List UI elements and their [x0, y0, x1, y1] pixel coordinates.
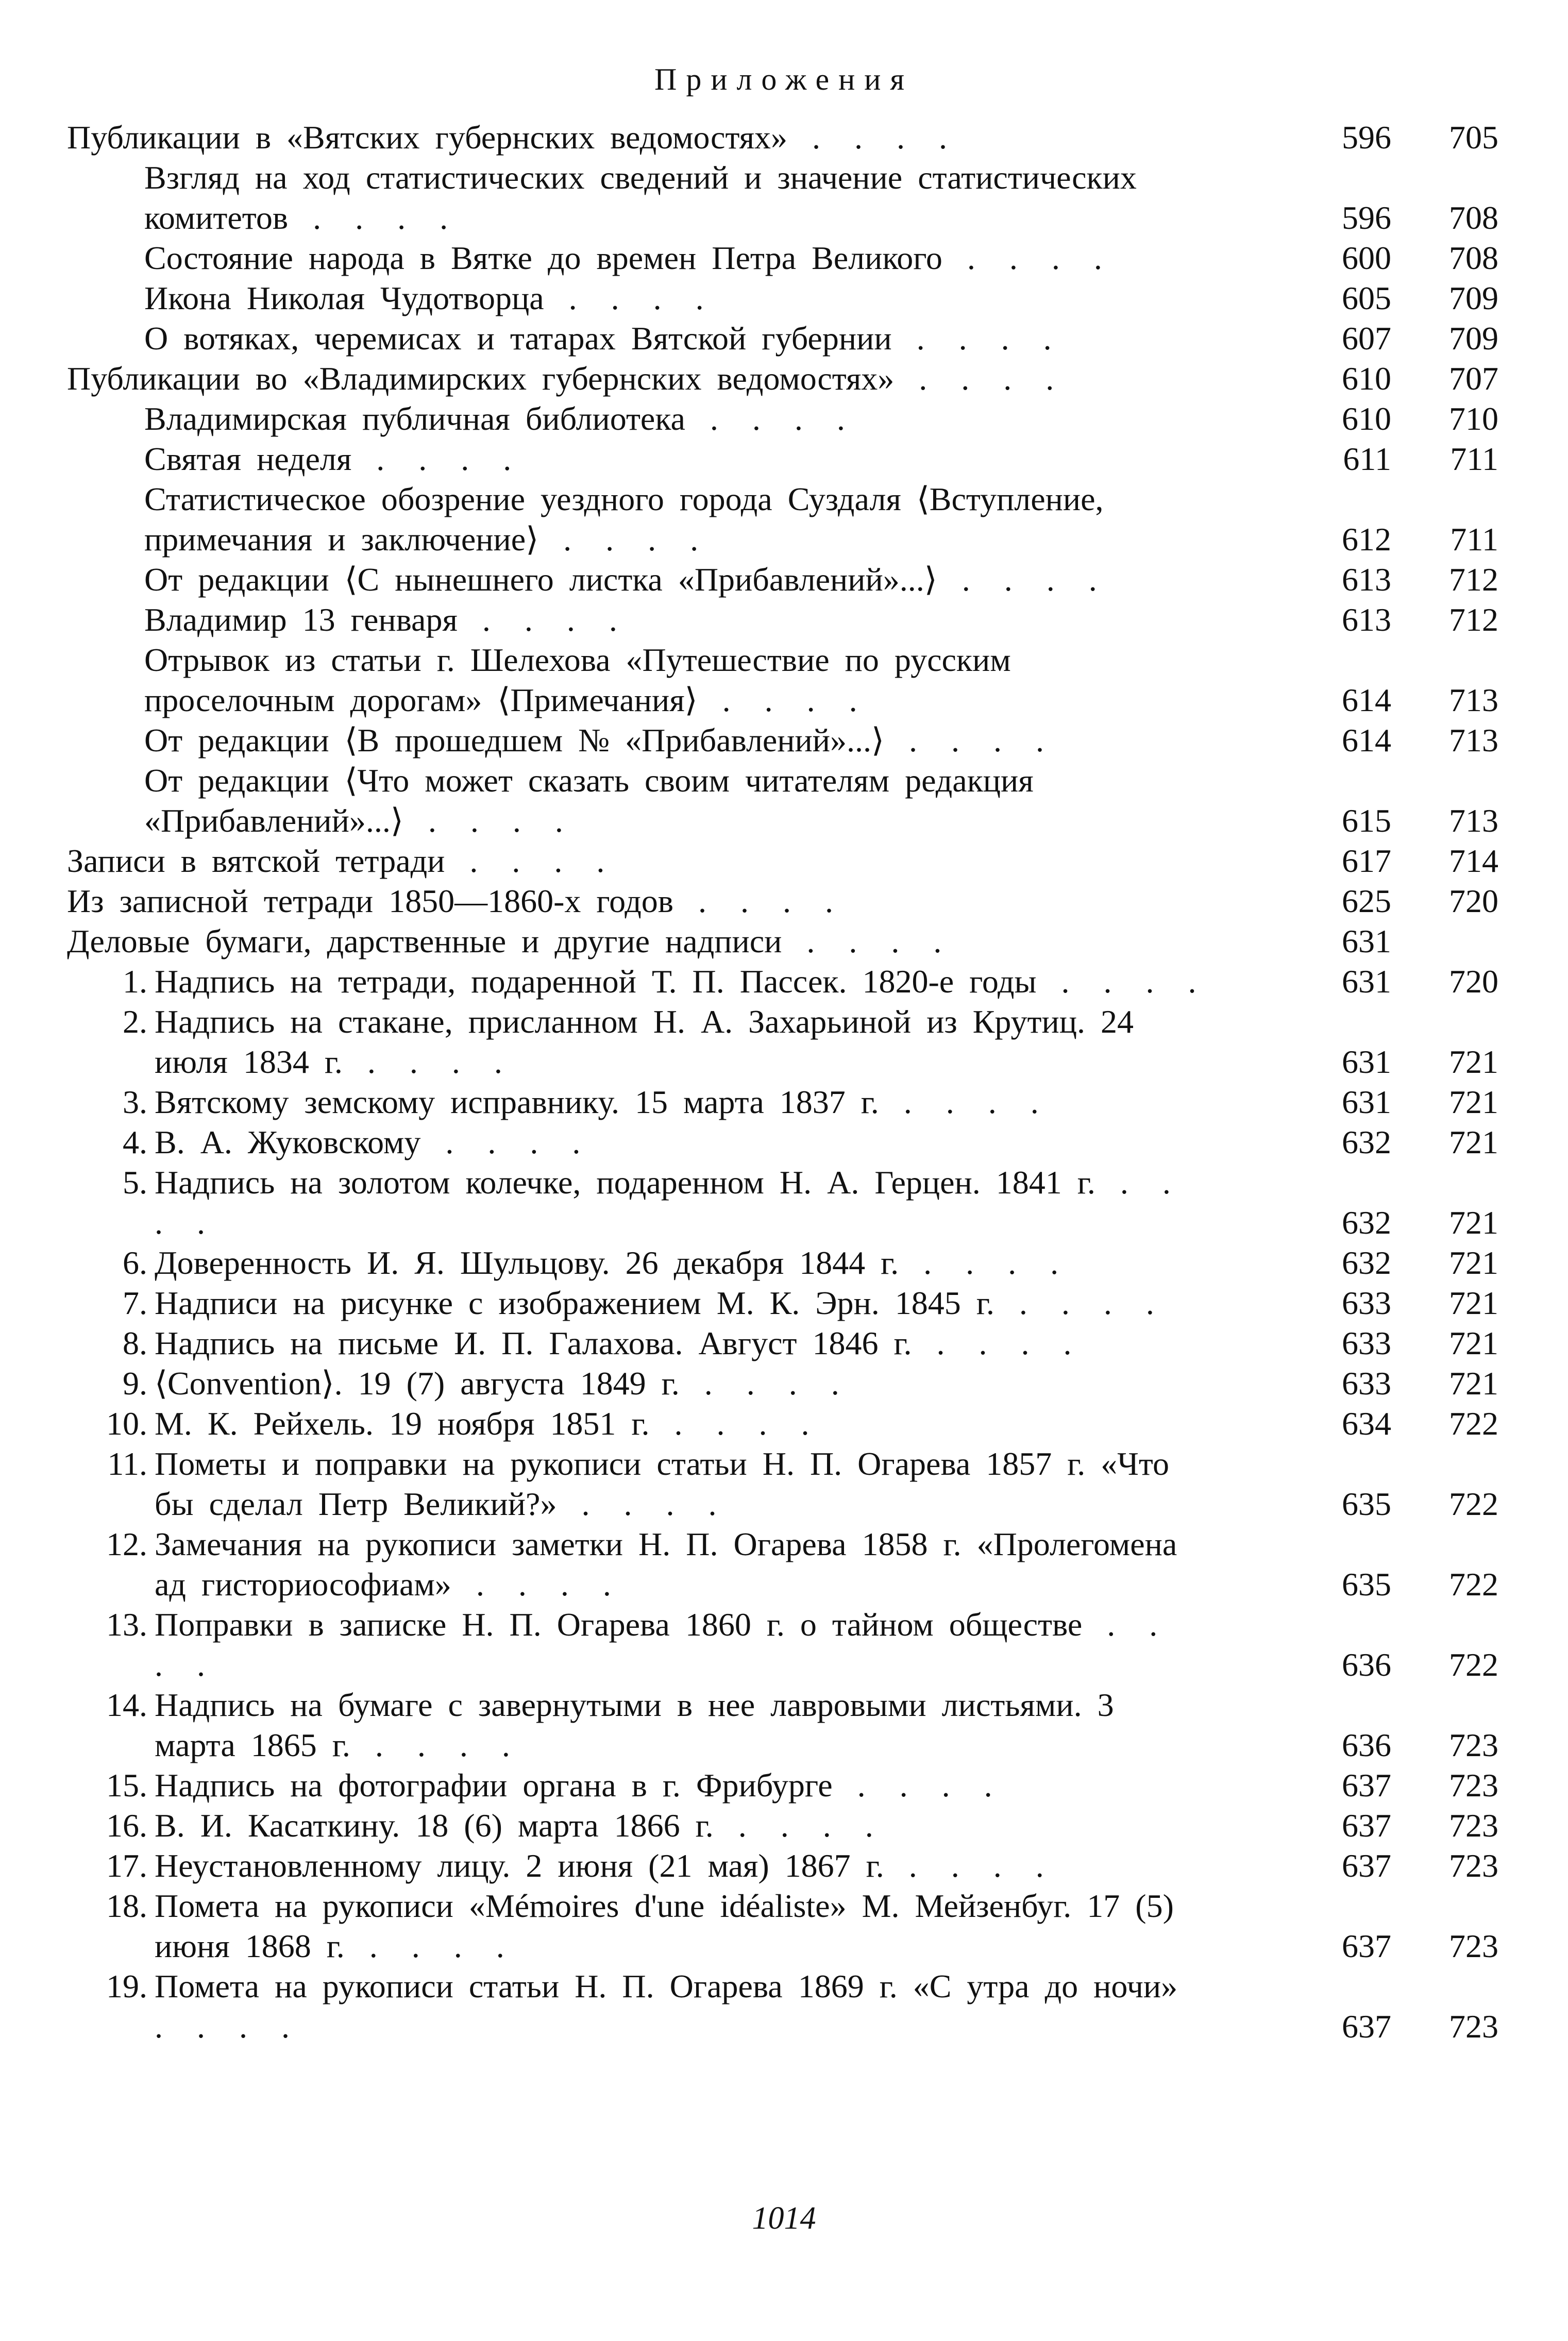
toc-entry-number: 13.	[106, 1606, 147, 1643]
toc-entry	[144, 158, 1568, 238]
toc-entry-title	[123, 1082, 1208, 1122]
toc-entry-text: Взгляд на ход статистических сведений и значение статистических комитетов	[144, 159, 1137, 236]
toc-entry-text: От редакции ⟨В прошедшем № «Прибавлений»...⟩	[144, 722, 884, 759]
toc-page-notes: 722	[1449, 1566, 1498, 1603]
toc-page-text: 633	[1342, 1285, 1391, 1321]
toc-entry	[144, 439, 1568, 479]
toc-entry-text: Поправки в записке Н. П. Огарева 1860 г. о тайном обществе	[155, 1606, 1083, 1643]
toc-page-notes: 713	[1449, 722, 1498, 759]
toc-entry-title	[144, 479, 1208, 560]
toc-page-notes: 708	[1449, 240, 1498, 276]
leader-dots: . . . .	[350, 1727, 519, 1763]
toc-page-notes: 709	[1449, 280, 1498, 316]
toc-page-notes: 723	[1449, 1767, 1498, 1804]
toc-entry-text: Помета на рукописи статьи Н. П. Огарева 1869 г. «С утра до ночи»	[155, 1968, 1178, 2005]
toc-entry-title	[123, 1363, 1208, 1404]
leader-dots: . . . .	[155, 1606, 1167, 1683]
toc-entry-title	[106, 1685, 1208, 1765]
section-heading: Приложения	[654, 62, 914, 96]
toc-entry-text: Надпись на стакане, присланном Н. А. Захарьиной из Крутиц. 24 июля 1834 г.	[155, 1003, 1134, 1080]
toc-entry-text: Владимирская публичная библиотека	[144, 400, 685, 437]
toc-entry	[123, 1122, 1568, 1163]
toc-page-notes: 714	[1449, 843, 1498, 879]
leader-dots: . . . .	[288, 199, 458, 236]
toc-entry	[106, 1685, 1568, 1765]
toc-page-text: 631	[1342, 1084, 1391, 1120]
leader-dots: . . . .	[894, 360, 1064, 397]
toc-entry-title	[106, 1806, 1208, 1846]
toc-entry-title	[144, 600, 1208, 640]
leader-dots: . . . .	[155, 1164, 1180, 1241]
toc-entry-text: В. А. Жуковскому	[155, 1124, 421, 1160]
toc-entry	[123, 1283, 1568, 1323]
toc-page-notes: 721	[1449, 1124, 1498, 1160]
toc-entry	[106, 1846, 1568, 1886]
toc-page-text: 632	[1342, 1204, 1391, 1241]
toc-entry	[106, 1524, 1568, 1605]
toc-entry	[67, 881, 1568, 921]
leader-dots: . . . .	[884, 1847, 1053, 1884]
toc-page-text: 637	[1342, 1807, 1391, 1844]
leader-dots: . . . .	[445, 843, 614, 879]
leader-dots: . . . .	[685, 400, 854, 437]
toc-entry	[144, 640, 1568, 720]
toc-entry-text: Икона Николая Чудотворца	[144, 280, 544, 316]
leader-dots: . . . .	[884, 722, 1053, 759]
toc-entry-title	[106, 1886, 1208, 1966]
toc-entry	[106, 1404, 1568, 1444]
toc-entry-text: Владимир 13 генваря	[144, 601, 458, 638]
toc-entry	[144, 278, 1568, 318]
toc-entry-number: 4.	[123, 1124, 147, 1160]
toc-page-text: 600	[1342, 240, 1391, 276]
page-number: 1014	[752, 2201, 816, 2236]
toc-page-text: 613	[1342, 561, 1391, 598]
toc-page-text: 631	[1342, 963, 1391, 1000]
toc-entry	[123, 1002, 1568, 1082]
toc-entry-text: Надпись на золотом колечке, подаренном Н. А. Герцен. 1841 г.	[155, 1164, 1095, 1201]
toc-entry-title	[67, 359, 1208, 399]
toc-entry-text: Неустановленному лицу. 2 июня (21 мая) 1867 г.	[155, 1847, 884, 1884]
toc-page-notes: 711	[1450, 441, 1498, 477]
leader-dots: . . . .	[344, 1928, 514, 1964]
toc-entry	[144, 318, 1568, 359]
toc-page-notes: 721	[1449, 1325, 1498, 1361]
toc-page-notes: 710	[1449, 400, 1498, 437]
leader-dots: . . . .	[942, 240, 1111, 276]
toc-entry	[144, 238, 1568, 278]
toc-entry-text: Надпись на фотографии органа в г. Фрибурге	[155, 1767, 833, 1804]
toc-page-notes: 711	[1450, 521, 1498, 558]
toc-page-notes: 709	[1449, 320, 1498, 357]
leader-dots: . . . .	[403, 802, 572, 839]
toc-entry-number: 3.	[123, 1084, 147, 1120]
toc-page-notes: 721	[1449, 1084, 1498, 1120]
toc-entry-text: М. К. Рейхель. 19 ноября 1851 г.	[155, 1405, 650, 1442]
toc-entry-title	[144, 761, 1208, 841]
toc-entry-number: 5.	[123, 1164, 147, 1201]
toc-entry-number: 19.	[106, 1968, 147, 2005]
toc-page-text: 614	[1342, 682, 1391, 718]
toc-page-notes: 707	[1449, 360, 1498, 397]
leader-dots: . . . .	[912, 1325, 1081, 1361]
toc-entry	[106, 1966, 1568, 2047]
toc-page-text: 636	[1342, 1646, 1391, 1683]
table-of-contents	[0, 117, 1568, 2047]
leader-dots: . . . .	[420, 1124, 590, 1160]
toc-entry-title	[144, 640, 1208, 720]
toc-entry-title	[123, 1163, 1208, 1243]
toc-page-notes: 723	[1449, 1807, 1498, 1844]
toc-page-text: 605	[1342, 280, 1391, 316]
toc-page-text: 612	[1342, 521, 1391, 558]
toc-entry-title	[67, 117, 1208, 158]
toc-entry-number: 16.	[106, 1807, 147, 1844]
leader-dots: . . . .	[544, 280, 713, 316]
leader-dots: . . . .	[451, 1566, 620, 1603]
leader-dots: . . . .	[1036, 963, 1206, 1000]
toc-page-text: 637	[1342, 1767, 1391, 1804]
toc-page-notes: 722	[1449, 1486, 1498, 1522]
toc-page-notes: 712	[1449, 601, 1498, 638]
toc-page-notes: 721	[1449, 1204, 1498, 1241]
toc-entry	[67, 841, 1568, 881]
toc-entry-title	[144, 318, 1208, 359]
toc-entry	[106, 1605, 1568, 1685]
toc-entry	[144, 479, 1568, 560]
toc-entry	[144, 600, 1568, 640]
toc-page-text: 635	[1342, 1486, 1391, 1522]
toc-entry	[144, 720, 1568, 761]
toc-entry-text: Публикации в «Вятских губернских ведомостях»	[67, 119, 787, 156]
toc-entry-title	[123, 1002, 1208, 1082]
toc-entry-title	[106, 1765, 1208, 1806]
toc-entry-text: Состояние народа в Вятке до времен Петра Великого	[144, 240, 942, 276]
leader-dots: . . . .	[351, 441, 521, 477]
toc-entry	[144, 761, 1568, 841]
toc-entry-text: ⟨Convention⟩. 19 (7) августа 1849 г.	[155, 1365, 680, 1402]
toc-entry	[107, 1444, 1568, 1524]
toc-entry-text: Замечания на рукописи заметки Н. П. Огарева 1858 г. «Пролегомена ад гисториософиам»	[155, 1526, 1177, 1603]
toc-entry-number: 15.	[106, 1767, 147, 1804]
toc-page-text: 596	[1342, 199, 1391, 236]
toc-page-notes: 713	[1449, 682, 1498, 718]
toc-entry	[123, 962, 1568, 1002]
toc-entry-title	[144, 278, 1208, 318]
toc-entry-title	[67, 841, 1208, 881]
toc-entry-text: Надписи на рисунке с изображением М. К. Эрн. 1845 г.	[155, 1285, 994, 1321]
toc-entry-title	[123, 1283, 1208, 1323]
toc-entry-text: Записи в вятской тетради	[67, 843, 445, 879]
toc-page-notes: 712	[1449, 561, 1498, 598]
toc-entry-text: Отрывок из статьи г. Шелехова «Путешествие по русским проселочным дорогам» ⟨Примечания⟩	[144, 642, 1011, 718]
toc-entry-title	[67, 881, 1208, 921]
leader-dots: . . . .	[832, 1767, 1002, 1804]
toc-page-notes: 705	[1449, 119, 1498, 156]
leader-dots: . . . .	[899, 1244, 1068, 1281]
toc-entry	[144, 560, 1568, 600]
toc-entry-title	[106, 1966, 1208, 2047]
toc-entry-text: Помета на рукописи «Mémoires d'une idéaliste» М. Мейзенбуг. 17 (5) июня 1868 г.	[155, 1888, 1174, 1964]
toc-page-notes: 722	[1449, 1405, 1498, 1442]
toc-page-notes: 720	[1449, 963, 1498, 1000]
toc-page-notes: 713	[1449, 802, 1498, 839]
toc-entry-number: 17.	[106, 1847, 147, 1884]
toc-entry-text: Деловые бумаги, дарственные и другие надписи	[67, 923, 782, 959]
toc-page-text: 596	[1342, 119, 1391, 156]
toc-page-notes: 708	[1449, 199, 1498, 236]
toc-page-text: 633	[1342, 1365, 1391, 1402]
toc-entry-title	[123, 1122, 1208, 1163]
toc-page-text: 614	[1342, 722, 1391, 759]
leader-dots: . . . .	[557, 1486, 726, 1522]
toc-page-text: 637	[1342, 1928, 1391, 1964]
toc-entry-title	[144, 560, 1208, 600]
toc-page-notes: 722	[1449, 1646, 1498, 1683]
leader-dots: . . . .	[782, 923, 951, 959]
leader-dots: . . . .	[342, 1043, 512, 1080]
toc-entry	[67, 359, 1568, 399]
toc-page-text: 632	[1342, 1244, 1391, 1281]
leader-dots: . . . .	[673, 883, 842, 919]
toc-entry-text: В. И. Касаткину. 18 (6) марта 1866 г.	[155, 1807, 714, 1844]
toc-page-text: 610	[1342, 360, 1391, 397]
leader-dots: . . . .	[649, 1405, 819, 1442]
toc-entry	[123, 1363, 1568, 1404]
toc-entry-number: 18.	[106, 1888, 147, 1924]
toc-page-text: 617	[1342, 843, 1391, 879]
leader-dots: . . . .	[679, 1365, 849, 1402]
toc-entry-title	[67, 921, 1208, 962]
toc-entry	[123, 1243, 1568, 1283]
toc-entry-text: Надпись на письме И. П. Галахова. Август 1846 г.	[155, 1325, 912, 1361]
toc-entry-title	[123, 1243, 1208, 1283]
toc-entry-text: Надпись на тетради, подаренной Т. П. Пассек. 1820-е годы	[155, 963, 1037, 1000]
toc-page-notes: 723	[1449, 1928, 1498, 1964]
toc-page-notes: 721	[1449, 1365, 1498, 1402]
toc-entry-title	[144, 158, 1208, 238]
toc-entry-text: Статистическое обозрение уездного города Суздаля ⟨Вступление, примечания и заключение⟩	[144, 481, 1104, 558]
toc-entry-title	[144, 238, 1208, 278]
toc-page-text: 635	[1342, 1566, 1391, 1603]
toc-entry-text: От редакции ⟨Что может сказать своим читателям редакция «Прибавлений»...⟩	[144, 762, 1034, 839]
toc-page-text: 633	[1342, 1325, 1391, 1361]
toc-entry-number: 10.	[106, 1405, 147, 1442]
toc-entry-number: 7.	[123, 1285, 147, 1321]
toc-entry-text: Доверенность И. Я. Шульцову. 26 декабря 1844 г.	[155, 1244, 899, 1281]
toc-page-text: 632	[1342, 1124, 1391, 1160]
leader-dots: . . . .	[787, 119, 956, 156]
toc-entry	[67, 117, 1568, 158]
toc-page-notes: 721	[1449, 1244, 1498, 1281]
toc-page-notes: 721	[1449, 1285, 1498, 1321]
toc-page-text: 631	[1342, 923, 1391, 959]
leader-dots: . . . .	[697, 682, 867, 718]
toc-entry-number: 8.	[123, 1325, 147, 1361]
toc-entry-number: 12.	[106, 1526, 147, 1562]
toc-page-text: 631	[1342, 1043, 1391, 1080]
toc-page-text: 610	[1342, 400, 1391, 437]
toc-entry	[123, 1163, 1568, 1243]
toc-entry-number: 6.	[123, 1244, 147, 1281]
toc-entry-number: 14.	[106, 1687, 147, 1723]
toc-entry-text: О вотяках, черемисах и татарах Вятской губернии	[144, 320, 892, 357]
toc-entry-text: Публикации во «Владимирских губернских ведомостях»	[67, 360, 895, 397]
toc-entry-text: Пометы и поправки на рукописи статьи Н. П. Огарева 1857 г. «Что бы сделал Петр Великий?»	[155, 1445, 1169, 1522]
toc-page-text: 613	[1342, 601, 1391, 638]
toc-entry-text: От редакции ⟨С нынешнего листка «Прибавлений»...⟩	[144, 561, 937, 598]
toc-entry-text: Святая неделя	[144, 441, 352, 477]
leader-dots: . . . .	[879, 1084, 1048, 1120]
toc-page-notes: 720	[1449, 883, 1498, 919]
toc-page-notes: 721	[1449, 1043, 1498, 1080]
toc-entry-number: 2.	[123, 1003, 147, 1040]
toc-page-text: 637	[1342, 2008, 1391, 2045]
toc-page-text: 607	[1342, 320, 1391, 357]
toc-entry	[106, 1806, 1568, 1846]
toc-entry	[123, 1323, 1568, 1363]
leader-dots: . . . .	[457, 601, 627, 638]
toc-entry-title	[123, 962, 1208, 1002]
toc-entry-title	[144, 439, 1208, 479]
toc-entry-number: 9.	[123, 1365, 147, 1402]
toc-entry	[123, 1082, 1568, 1122]
leader-dots: . . . .	[994, 1285, 1164, 1321]
leader-dots: . . . .	[155, 2008, 299, 2045]
toc-page-text: 637	[1342, 1847, 1391, 1884]
toc-page-notes: 723	[1449, 1727, 1498, 1763]
toc-entry-title	[144, 720, 1208, 761]
toc-entry-title	[123, 1323, 1208, 1363]
toc-entry-title	[144, 399, 1208, 439]
leader-dots: . . . .	[538, 521, 708, 558]
toc-entry	[106, 1886, 1568, 1966]
toc-page-text: 615	[1342, 802, 1391, 839]
leader-dots: . . . .	[713, 1807, 883, 1844]
toc-entry-title	[106, 1605, 1208, 1685]
toc-entry	[144, 399, 1568, 439]
toc-entry-title	[106, 1404, 1208, 1444]
leader-dots: . . . .	[891, 320, 1061, 357]
toc-page-text: 634	[1342, 1405, 1391, 1442]
toc-page-text: 636	[1342, 1727, 1391, 1763]
toc-page-notes: 723	[1449, 1847, 1498, 1884]
toc-entry	[106, 1765, 1568, 1806]
toc-entry-title	[106, 1524, 1208, 1605]
toc-entry-number: 1.	[123, 963, 147, 1000]
toc-entry-text: Вятскому земскому исправнику. 15 марта 1837 г.	[155, 1084, 879, 1120]
toc-entry	[67, 921, 1568, 962]
toc-entry-title	[106, 1846, 1208, 1886]
toc-entry-text: Надпись на бумаге с завернутыми в нее лавровыми листьями. 3 марта 1865 г.	[155, 1687, 1114, 1763]
toc-entry-number: 11.	[107, 1445, 147, 1482]
toc-page-text: 611	[1343, 441, 1391, 477]
leader-dots: . . . .	[937, 561, 1106, 598]
toc-entry-title	[107, 1444, 1208, 1524]
toc-page-notes: 723	[1449, 2008, 1498, 2045]
toc-page-text: 625	[1342, 883, 1391, 919]
toc-entry-text: Из записной тетради 1850—1860-х годов	[67, 883, 673, 919]
